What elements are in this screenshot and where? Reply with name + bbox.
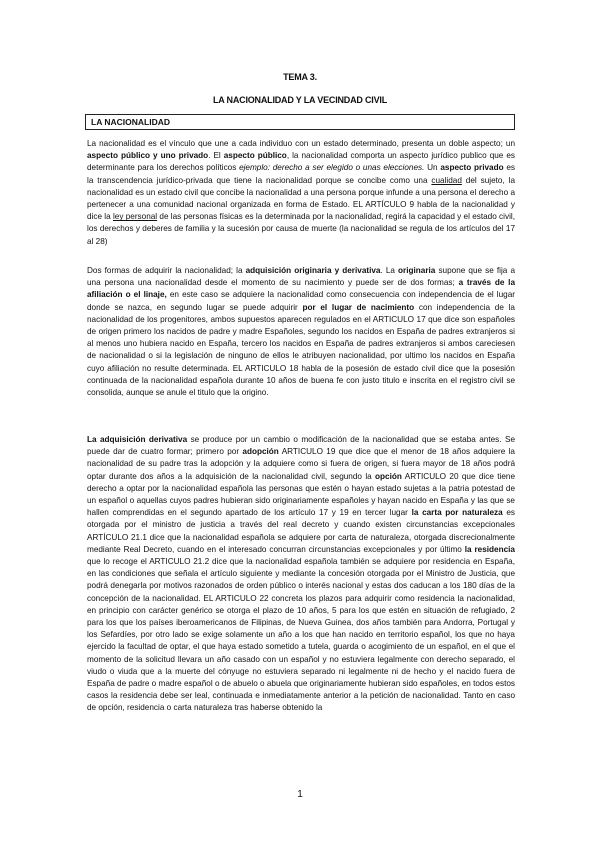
italic-example: ejemplo: derecho a ser elegido o unas elecciones.: [239, 163, 425, 173]
section-heading: LA NACIONALIDAD: [85, 114, 515, 130]
bold-term: opción: [375, 471, 402, 481]
bold-term: aspecto privado: [440, 163, 504, 173]
bold-term: la residencia: [464, 544, 515, 554]
underlined-term: cualidad: [431, 175, 462, 185]
bold-term: adopción: [242, 447, 279, 457]
document-subtitle: LA NACIONALIDAD Y LA VECINDAD CIVIL: [212, 95, 387, 105]
bold-term: aspecto público y uno privado: [87, 151, 209, 161]
underlined-term: ley personal: [112, 212, 158, 222]
bold-term: originaria: [398, 266, 436, 275]
paragraph-1: La nacionalidad es el vínculo que une a cada individuo con un estado determinado, presenta un doble aspecto; un aspecto público y uno privado. El aspecto público, la nacionalidad comporta un aspecto jurídico publico que es determinante para los derechos políticos ejemplo: derecho a ser elegido o unas elecciones. Un aspecto privado es la transcendencia jurídico-privada que tiene la nacionalidad porque se concibe como una cualidad del sujeto, la nacionalidad es un estado civil que concibe la nacionalidad a una persona porque infunde a una persona el derecho a pertenecer a una comunidad nacional organizada en forma de Estado. EL ARTÍCULO 9 habla de la nacionalidad y dice la ley personal de las personas físicas es la determinada por la nacionalidad, regirá la capacidad y el estado civil, los derechos y deberes de familia y la sucesión por causa de muerte (la nacionalidad se regula de los artículos del 17 al 28): [87, 139, 516, 246]
bold-term: a través de la afiliación o el linaje,: [87, 278, 516, 300]
bold-term: aspecto público: [223, 151, 287, 161]
bold-term: por el lugar de nacimiento: [302, 302, 415, 312]
page-number: 1: [297, 789, 303, 800]
bold-term: adquisición originaria y derivativa: [245, 266, 381, 275]
bold-term: la carta por naturaleza: [411, 508, 503, 518]
bold-term: La adquisición derivativa: [87, 435, 188, 444]
paragraph-3: La adquisición derivativa se produce por un cambio o modificación de la nacionalidad que se estaba antes. Se puede dar de cuatro formar; primero por adopción ARTICULO 19 que dice que el menor de 18 años adquiere la nacionalidad de su padre tras la adopción y la adquiere como si fuera de origen, si fuera mayor de 18 años podrá optar durante dos años a la adquisición de la nacionalidad civil, segundo la opción ARTICULO 20 que dice tiene derecho a optar por la nacionalidad española las personas que estén o hayan estado sujetas a la patria potestad de un español o aquellas cuyos padres hubieran sido originariamente españoles y hayan nacido en España y las que se hallen comprendidas en el segundo apartado de los artículo 17 y 19 en tercer lugar la carta por naturaleza es otorgada por el ministro de justicia a través del real decreto y cuando existen circunstancias excepcionales ARTÍCULO 21.1 dice que la nacionalidad española se adquiere por carta de naturaleza, otorgada discrecionalmente mediante Real Decreto, cuando en el interesado concurran circunstancias excepcionales y por último la residencia que lo recoge el ARTICULO 21.2 dice que la nacionalidad española también se adquiere por residencia en España, en las condiciones que señala el artículo siguiente y mediante la concesión otorgada por el Ministro de Justicia, que podrá denegarla por motivos razonados de orden público o interés nacional y estas dos caducan a los 180 días de la concepción de la nacionalidad. EL ARTICULO 22 concreta los plazos para adquirir como residencia la nacionalidad, en principio con carácter genérico se otorga el plazo de 10 años, 5 para los que estén en situación de refugiado, 2 para los que los países iberoamericanos de Filipinas, de Nueva Guinea, dos años también para Andorra, Portugal y los Sefardíes, por otro lado se exige solamente un año a los que han nacido en territorio español, los que no haya ejercido la facultad de optar, el que haya estado sometido a tutela, guarda o acogimiento de un español, en el que el momento de la solicitud llevara un año casado con un español y no estuviera legalmente con derecho separado, el viudo o viuda que a la muerte del cónyuge no estuviera separado ni legalmente ni de hecho y el nacido fuera de España de padre o madre español o de abuelo o abuela que originariamente hubieran sido españoles, en todos estos casos la residencia debe ser leal, continuada e inmediatamente anterior a la petición de nacionalidad. Tanto en caso de opción, residencia o carta naturaleza tras haberse obtenido la: [87, 435, 516, 713]
paragraph-2: Dos formas de adquirir la nacionalidad; la adquisición originaria y derivativa. La originaria supone que se fija a una persona una nacionalidad desde el momento de su nacimiento y puede ser de dos formas; a través de la afiliación o el linaje, en este caso se adquiere la nacionalidad como consecuencia con independencia de el lugar donde se nazca, en segundo lugar se puede adquirir por el lugar de nacimiento con independencia de la nacionalidad de los progenitores, ambos supuestos aparecen regulados en el ARTICULO 17 que dice son españoles de origen primero los nacidos de padre y madre Españoles, segundo los nacidos en España de padres extranjeros si al menos uno hubiera nacido en España, tercero los nacidos en España de padres extranjeros si ambos careciesen de nacionalidad o si la legislación de ninguno de ellos le atribuyen nacionalidad, por ultimo los nacidos en España cuyo afiliación no resulte determinada. EL ARTICULO 18 habla de la posesión de estado civil dice que la posesión continuada de la nacionalidad española durante 10 años de buena fe con justo titulo e inscrita en el registro civil se consolida, aunque se anule el titulo que la origino.: [87, 266, 516, 398]
document-title: TEMA 3.: [283, 72, 317, 82]
